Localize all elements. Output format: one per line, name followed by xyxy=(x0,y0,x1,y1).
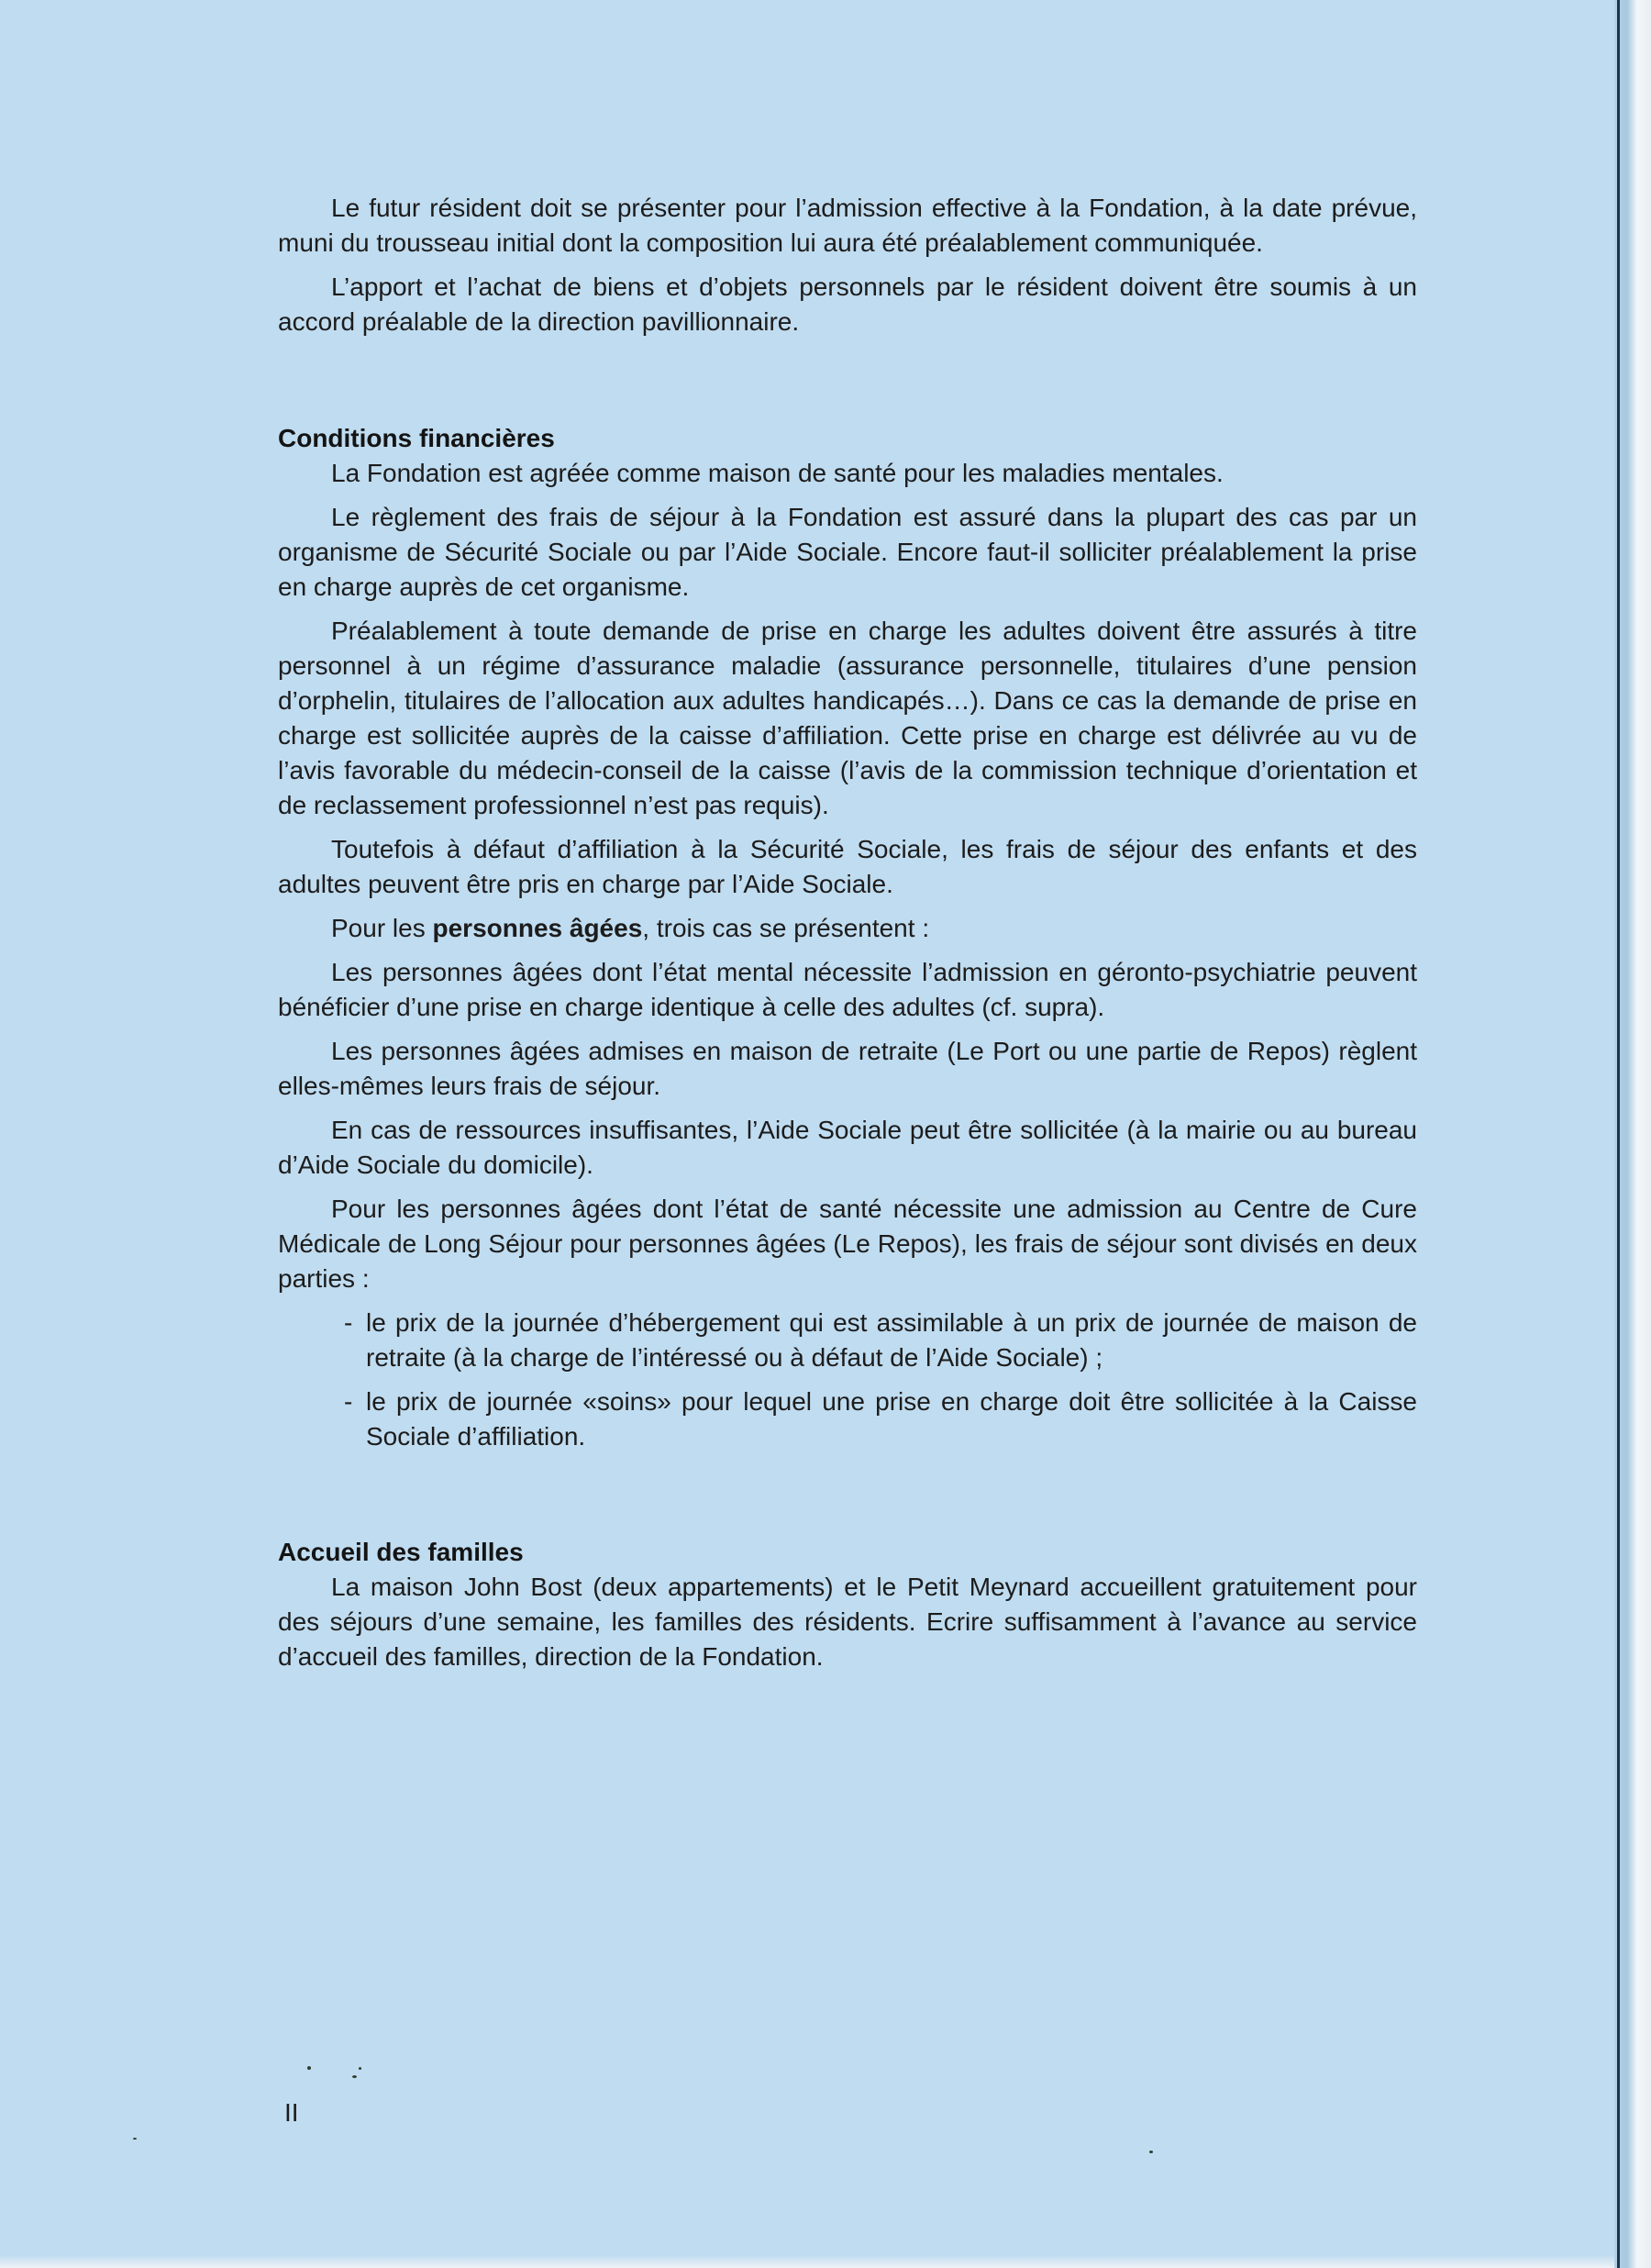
list-item xyxy=(344,1384,1417,1454)
financial-paragraph-1: La Fondation est agréée comme maison de santé pour les maladies mentales. xyxy=(331,459,1224,487)
list-item-text: le prix de la journée d’hébergement qui est assimilable à un prix de journée de maison de retraite (à la charge de l’intéressé ou à défaut de l’Aide Sociale) ; xyxy=(366,1308,1417,1372)
elderly-persons-emphasis: personnes âgées xyxy=(432,914,643,942)
financial-paragraph-5-start: Pour les xyxy=(331,914,433,942)
paper-speck xyxy=(307,2066,311,2070)
financial-paragraph-5-end: , trois cas se présentent : xyxy=(642,914,930,942)
financial-paragraph-6: Les personnes âgées dont l’état mental nécessite l’admission en géronto-psychiatrie peuvent bénéficier d’une prise en charge identique à celle des adultes (cf. supra). xyxy=(278,958,1417,1021)
page-number: II xyxy=(284,2098,299,2127)
financial-paragraph-8: En cas de ressources insuffisantes, l’Aide Sociale peut être sollicitée (à la mairie ou au bureau d’Aide Sociale du domicile). xyxy=(278,1116,1417,1179)
financial-paragraph-4: Toutefois à défaut d’affiliation à la Sécurité Sociale, les frais de séjour des enfants et des adultes peuvent être pris en charge par l’Aide Sociale. xyxy=(278,835,1417,898)
paper-speck xyxy=(1149,2151,1153,2153)
binding-edge xyxy=(1614,0,1651,2268)
paper-speck xyxy=(133,2138,137,2140)
paper-speck xyxy=(359,2067,361,2070)
intro-paragraph-2: L’apport et l’achat de biens et d’objets personnels par le résident doivent être soumis à un accord préalable de la direction pavillionnaire. xyxy=(278,272,1417,336)
family-welcome-section xyxy=(278,1535,1417,1674)
financial-paragraph-5 xyxy=(278,911,1417,946)
bullet-dash: - xyxy=(344,1308,353,1337)
financial-paragraph-3: Préalablement à toute demande de prise en charge les adultes doivent être assurés à titre personnel à un régime d’assurance maladie (assurance personnelle, titulaires d’une pension d’orphelin, titulaires de l’allocation aux adultes handicapés…). Dans ce cas la demande de prise en charge est sollicitée auprès de la caisse d’affiliation. Cette prise en charge est délivrée au vu de l’avis favorable du médecin-conseil de la caisse (l’avis de la commission technique d’orientation et de reclassement professionnel n’est pas requis). xyxy=(278,617,1417,819)
page-content xyxy=(278,191,1417,1684)
intro-paragraph-1: Le futur résident doit se présenter pour l’admission effective à la Fondation, à la date prévue, muni du trousseau initial dont la composition lui aura été préalablement communiquée. xyxy=(278,194,1417,257)
list-item xyxy=(344,1306,1417,1375)
financial-conditions-heading: Conditions financières xyxy=(278,424,555,452)
list-item-text: le prix de journée «soins» pour lequel une prise en charge doit être sollicitée à la Caisse Sociale d’affiliation. xyxy=(366,1387,1417,1451)
page-bottom-edge xyxy=(0,2255,1651,2268)
family-welcome-paragraph: La maison John Bost (deux appartements) et le Petit Meynard accueillent gratuitement pour des séjours d’une semaine, les familles des résidents. Ecrire suffisamment à l’avance au service d’accueil des familles, direction de la Fondation. xyxy=(278,1573,1417,1671)
intro-section xyxy=(278,191,1417,339)
financial-conditions-section xyxy=(278,421,1417,1454)
financial-paragraph-9: Pour les personnes âgées dont l’état de santé nécessite une admission au Centre de Cure Médicale de Long Séjour pour personnes âgées (Le Repos), les frais de séjour sont divisés en deux parties : xyxy=(278,1195,1417,1293)
binding-line xyxy=(1617,0,1620,2268)
fee-parts-list xyxy=(278,1306,1417,1454)
financial-paragraph-7: Les personnes âgées admises en maison de retraite (Le Port ou une partie de Repos) règlent elles-mêmes leurs frais de séjour. xyxy=(278,1037,1417,1100)
paper-speck xyxy=(352,2075,357,2078)
family-welcome-heading: Accueil des familles xyxy=(278,1538,524,1566)
financial-paragraph-2: Le règlement des frais de séjour à la Fondation est assuré dans la plupart des cas par un organisme de Sécurité Sociale ou par l’Aide Sociale. Encore faut-il solliciter préalablement la prise en charge auprès de cet organisme. xyxy=(278,503,1417,601)
bullet-dash: - xyxy=(344,1387,353,1416)
